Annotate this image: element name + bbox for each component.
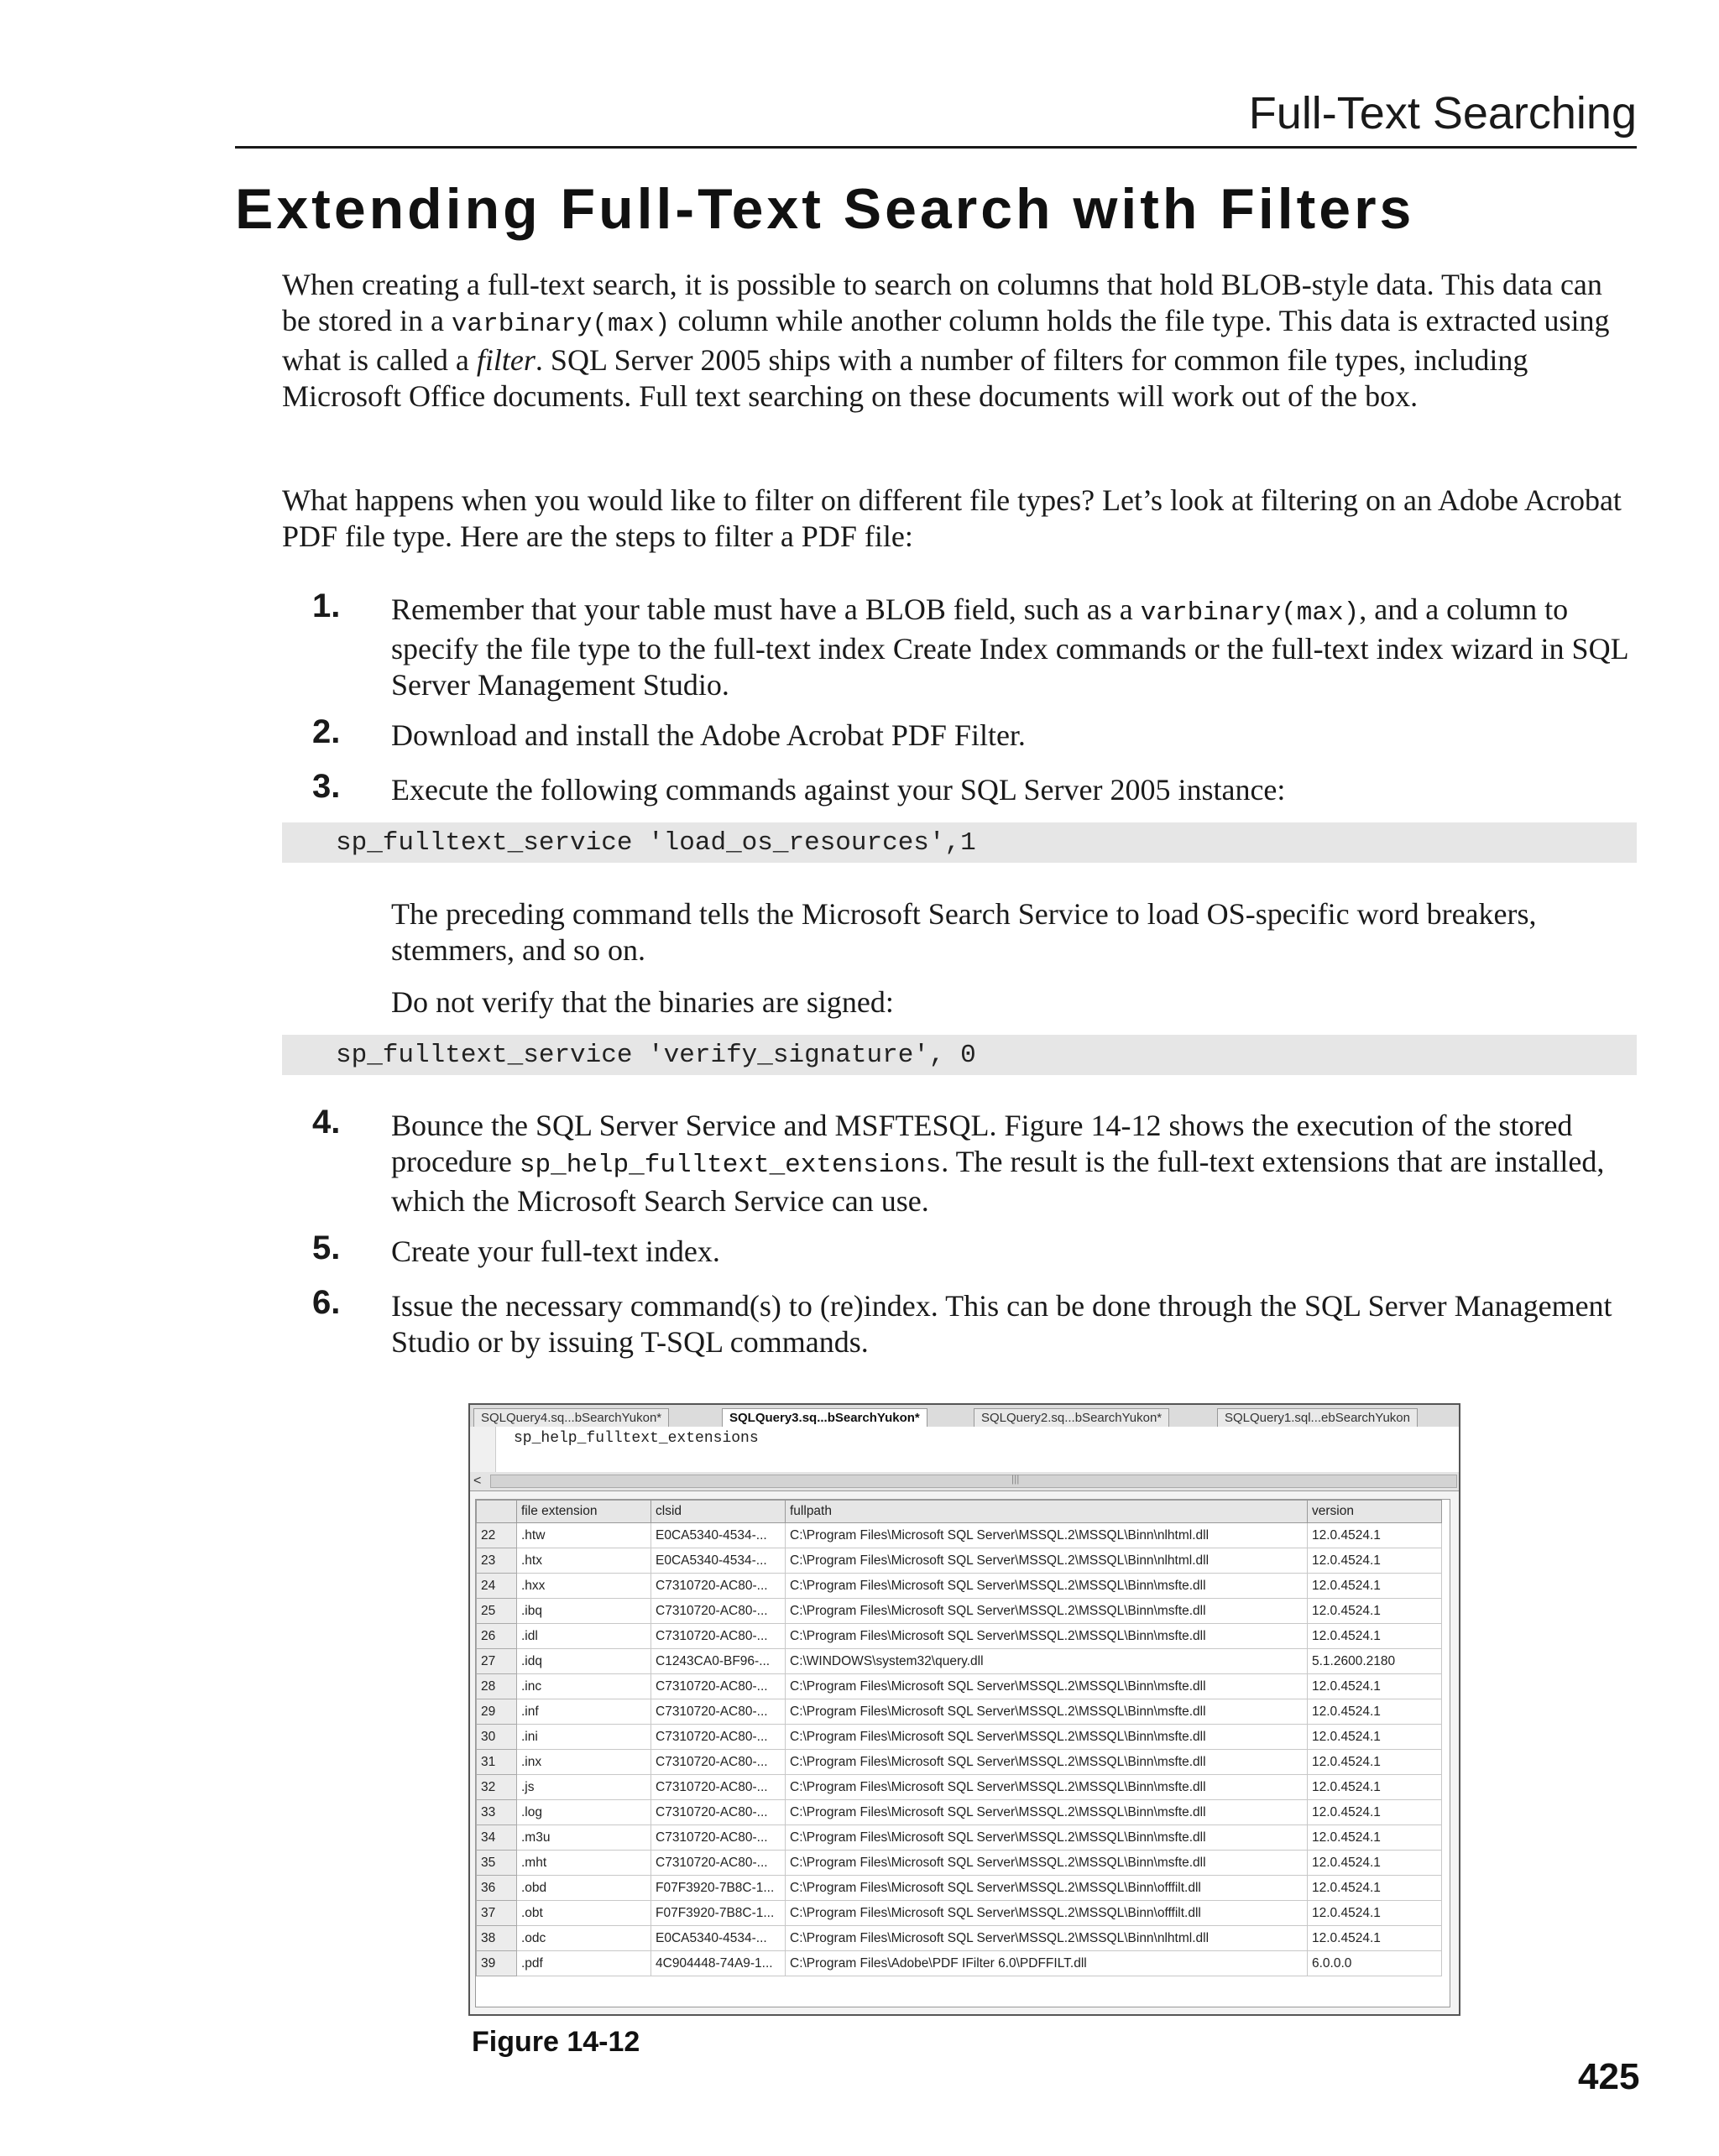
file-extension-cell[interactable]: .pdf [517, 1951, 651, 1976]
column-header-file-extension[interactable]: file extension [517, 1501, 651, 1523]
fullpath-cell[interactable]: C:\Program Files\Microsoft SQL Server\MSSQL.2\MSSQL\Binn\msfte.dll [786, 1574, 1308, 1599]
clsid-cell[interactable]: 4C904448-74A9-1... [651, 1951, 786, 1976]
file-extension-cell[interactable]: .htw [517, 1523, 651, 1548]
step-6 [282, 1284, 1637, 1360]
fullpath-cell[interactable]: C:\Program Files\Adobe\PDF IFilter 6.0\PDFFILT.dll [786, 1951, 1308, 1976]
step-text [391, 592, 1637, 703]
intro-paragraph-2: What happens when you would like to filter on different file types? Let’s look at filtering on an Adobe Acrobat PDF file type. Here are the steps to filter a PDF file: [282, 483, 1622, 553]
row-number[interactable]: 36 [477, 1876, 517, 1901]
clsid-cell[interactable]: C7310720-AC80-... [651, 1725, 786, 1750]
version-cell[interactable]: 12.0.4524.1 [1308, 1876, 1442, 1901]
column-header-fullpath[interactable]: fullpath [786, 1501, 1308, 1523]
version-cell[interactable]: 6.0.0.0 [1308, 1951, 1442, 1976]
version-cell[interactable]: 12.0.4524.1 [1308, 1750, 1442, 1775]
text-run: , and a column to specify the file type to the full-text index Create Index commands or the full-text index wizard in SQL Server Management Studio. [391, 593, 1628, 702]
file-extension-cell[interactable]: .hxx [517, 1574, 651, 1599]
version-cell[interactable]: 12.0.4524.1 [1308, 1523, 1442, 1548]
version-cell[interactable]: 12.0.4524.1 [1308, 1800, 1442, 1825]
fullpath-cell[interactable]: C:\Program Files\Microsoft SQL Server\MSSQL.2\MSSQL\Binn\msfte.dll [786, 1674, 1308, 1699]
table-row[interactable] [477, 1901, 1442, 1926]
version-cell[interactable]: 12.0.4524.1 [1308, 1574, 1442, 1599]
file-extension-cell[interactable]: .log [517, 1800, 651, 1825]
clsid-cell[interactable]: F07F3920-7B8C-1... [651, 1901, 786, 1926]
clsid-cell[interactable]: C7310720-AC80-... [651, 1599, 786, 1624]
row-number[interactable]: 28 [477, 1674, 517, 1699]
step-text [391, 1108, 1637, 1219]
table-row[interactable] [477, 1649, 1442, 1674]
scroll-left-icon[interactable]: < [473, 1474, 482, 1488]
fullpath-cell[interactable]: C:\Program Files\Microsoft SQL Server\MSSQL.2\MSSQL\Binn\nlhtml.dll [786, 1548, 1308, 1574]
figure-caption: Figure 14-12 [472, 2026, 640, 2058]
tab-sqlquery1[interactable]: SQLQuery1.sql...ebSearchYukon [1217, 1408, 1418, 1428]
file-extension-cell[interactable]: .obt [517, 1901, 651, 1926]
code-block-verify-signature [282, 1035, 1637, 1075]
tab-sqlquery4[interactable]: SQLQuery4.sq...bSearchYukon* [473, 1408, 669, 1428]
row-number[interactable]: 22 [477, 1523, 517, 1548]
step-5 [282, 1229, 1637, 1270]
step-number: 2. [312, 713, 341, 750]
query-editor[interactable] [470, 1427, 1459, 1473]
tab-sqlquery3[interactable]: SQLQuery3.sq...bSearchYukon* [722, 1408, 927, 1428]
step-text: Execute the following commands against your SQL Server 2005 instance: [391, 773, 1286, 807]
results-grid [475, 1499, 1450, 2007]
step-3 [282, 768, 1637, 808]
code-line: sp_fulltext_service 'load_os_resources',1 [336, 828, 976, 858]
table-row[interactable] [477, 1775, 1442, 1800]
grip-icon: ||| [1011, 1473, 1020, 1485]
clsid-cell[interactable]: E0CA5340-4534-... [651, 1548, 786, 1574]
file-extension-cell[interactable]: .inf [517, 1699, 651, 1725]
step-number: 4. [312, 1104, 341, 1141]
text-run: Remember that your table must have a BLOB field, such as a [391, 593, 1141, 626]
table-row[interactable] [477, 1725, 1442, 1750]
row-number[interactable]: 25 [477, 1599, 517, 1624]
table-row[interactable] [477, 1926, 1442, 1951]
query-text: sp_help_fulltext_extensions [514, 1430, 759, 1447]
clsid-cell[interactable]: C7310720-AC80-... [651, 1674, 786, 1699]
file-extension-cell[interactable]: .mht [517, 1851, 651, 1876]
fullpath-cell[interactable]: C:\Program Files\Microsoft SQL Server\MSSQL.2\MSSQL\Binn\msfte.dll [786, 1699, 1308, 1725]
file-extension-cell[interactable]: .idq [517, 1649, 651, 1674]
fullpath-cell[interactable]: C:\Program Files\Microsoft SQL Server\MSSQL.2\MSSQL\Binn\nlhtml.dll [786, 1926, 1308, 1951]
column-header-version[interactable]: version [1308, 1501, 1442, 1523]
step-4 [282, 1104, 1637, 1219]
table-row[interactable] [477, 1825, 1442, 1851]
row-number[interactable]: 34 [477, 1825, 517, 1851]
version-cell[interactable]: 12.0.4524.1 [1308, 1851, 1442, 1876]
table-row[interactable] [477, 1800, 1442, 1825]
step-text: Download and install the Adobe Acrobat PDF Filter. [391, 718, 1026, 752]
text-run: Bounce the SQL Server Service and MSFTESQL. Figure 14-12 shows the execution of the stored procedure [391, 1109, 1573, 1178]
step-text: Issue the necessary command(s) to (re)index. This can be done through the SQL Server Management Studio or by issuing T-SQL commands. [391, 1289, 1612, 1359]
inline-code: varbinary(max) [451, 310, 671, 339]
file-extension-cell[interactable]: .m3u [517, 1825, 651, 1851]
code-block-load-os-resources [282, 822, 1637, 863]
inline-code: varbinary(max) [1140, 598, 1360, 628]
row-number[interactable]: 24 [477, 1574, 517, 1599]
step-number: 5. [312, 1229, 341, 1266]
table-row[interactable] [477, 1750, 1442, 1775]
version-cell[interactable]: 12.0.4524.1 [1308, 1674, 1442, 1699]
step-number: 1. [312, 587, 341, 624]
step-3-note: The preceding command tells the Microsoft Search Service to load OS-specific word breakers, stemmers, and so on. [391, 897, 1537, 967]
code-line: sp_fulltext_service 'verify_signature', 0 [336, 1041, 976, 1070]
results-table [476, 1500, 1442, 1976]
row-number[interactable]: 26 [477, 1624, 517, 1649]
row-number[interactable]: 39 [477, 1951, 517, 1976]
row-number[interactable]: 31 [477, 1750, 517, 1775]
scrollbar-thumb[interactable] [490, 1475, 1457, 1488]
clsid-cell[interactable]: C7310720-AC80-... [651, 1750, 786, 1775]
file-extension-cell[interactable]: .idl [517, 1624, 651, 1649]
step-number: 6. [312, 1284, 341, 1321]
column-header-clsid[interactable]: clsid [651, 1501, 786, 1523]
table-row[interactable] [477, 1851, 1442, 1876]
row-number[interactable]: 23 [477, 1548, 517, 1574]
version-cell[interactable]: 12.0.4524.1 [1308, 1599, 1442, 1624]
row-number[interactable]: 33 [477, 1800, 517, 1825]
fullpath-cell[interactable]: C:\Program Files\Microsoft SQL Server\MSSQL.2\MSSQL\Binn\msfte.dll [786, 1725, 1308, 1750]
inline-code: sp_help_fulltext_extensions [519, 1151, 942, 1180]
version-cell[interactable]: 12.0.4524.1 [1308, 1725, 1442, 1750]
column-header-rownum [477, 1501, 517, 1523]
version-cell[interactable]: 12.0.4524.1 [1308, 1901, 1442, 1926]
fullpath-cell[interactable]: C:\Program Files\Microsoft SQL Server\MSSQL.2\MSSQL\Binn\msfte.dll [786, 1800, 1308, 1825]
clsid-cell[interactable]: E0CA5340-4534-... [651, 1523, 786, 1548]
query-tab-strip [470, 1405, 1459, 1428]
clsid-cell[interactable]: C7310720-AC80-... [651, 1825, 786, 1851]
table-row[interactable] [477, 1674, 1442, 1699]
text-run: When creating a full-text search, it is possible to search on columns that hold BLOB-style data. This data can be stored in a [282, 268, 1602, 337]
section-title: Extending Full-Text Search with Filters [235, 177, 1415, 241]
row-number[interactable]: 32 [477, 1775, 517, 1800]
page-number: 425 [1578, 2056, 1640, 2097]
fullpath-cell[interactable]: C:\Program Files\Microsoft SQL Server\MSSQL.2\MSSQL\Binn\offfilt.dll [786, 1901, 1308, 1926]
file-extension-cell[interactable]: .odc [517, 1926, 651, 1951]
table-row[interactable] [477, 1699, 1442, 1725]
step-1 [282, 587, 1637, 703]
row-number[interactable]: 30 [477, 1725, 517, 1750]
file-extension-cell[interactable]: .inc [517, 1674, 651, 1699]
fullpath-cell[interactable]: C:\Program Files\Microsoft SQL Server\MSSQL.2\MSSQL\Binn\msfte.dll [786, 1599, 1308, 1624]
version-cell[interactable]: 12.0.4524.1 [1308, 1699, 1442, 1725]
version-cell[interactable]: 12.0.4524.1 [1308, 1825, 1442, 1851]
table-row[interactable] [477, 1951, 1442, 1976]
fullpath-cell[interactable]: C:\Program Files\Microsoft SQL Server\MSSQL.2\MSSQL\Binn\nlhtml.dll [786, 1523, 1308, 1548]
header-row [477, 1501, 1442, 1523]
version-cell[interactable]: 12.0.4524.1 [1308, 1926, 1442, 1951]
fullpath-cell[interactable]: C:\Program Files\Microsoft SQL Server\MSSQL.2\MSSQL\Binn\offfilt.dll [786, 1876, 1308, 1901]
clsid-cell[interactable]: C7310720-AC80-... [651, 1574, 786, 1599]
row-number[interactable]: 29 [477, 1699, 517, 1725]
file-extension-cell[interactable]: .htx [517, 1548, 651, 1574]
table-row[interactable] [477, 1624, 1442, 1649]
editor-gutter [470, 1427, 496, 1472]
text-run: . The result is the full-text extensions that are installed, which the Microsoft Search Service can use. [391, 1145, 1605, 1218]
fullpath-cell[interactable]: C:\Program Files\Microsoft SQL Server\MSSQL.2\MSSQL\Binn\msfte.dll [786, 1775, 1308, 1800]
table-row[interactable] [477, 1599, 1442, 1624]
text-run: column while another column holds the file type. This data is extracted using what is called a [282, 304, 1610, 377]
fullpath-cell[interactable]: C:\Program Files\Microsoft SQL Server\MSSQL.2\MSSQL\Binn\msfte.dll [786, 1825, 1308, 1851]
table-row[interactable] [477, 1574, 1442, 1599]
tab-sqlquery2[interactable]: SQLQuery2.sq...bSearchYukon* [974, 1408, 1169, 1428]
fullpath-cell[interactable]: C:\Program Files\Microsoft SQL Server\MSSQL.2\MSSQL\Binn\msfte.dll [786, 1851, 1308, 1876]
fullpath-cell[interactable]: C:\Program Files\Microsoft SQL Server\MSSQL.2\MSSQL\Binn\msfte.dll [786, 1750, 1308, 1775]
version-cell[interactable]: 5.1.2600.2180 [1308, 1649, 1442, 1674]
version-cell[interactable]: 12.0.4524.1 [1308, 1775, 1442, 1800]
table-row[interactable] [477, 1523, 1442, 1548]
row-number[interactable]: 27 [477, 1649, 517, 1674]
clsid-cell[interactable]: F07F3920-7B8C-1... [651, 1876, 786, 1901]
clsid-cell[interactable]: C7310720-AC80-... [651, 1800, 786, 1825]
clsid-cell[interactable]: C7310720-AC80-... [651, 1624, 786, 1649]
row-number[interactable]: 35 [477, 1851, 517, 1876]
clsid-cell[interactable]: E0CA5340-4534-... [651, 1926, 786, 1951]
step-3-note-2: Do not verify that the binaries are signed: [391, 985, 894, 1019]
running-head [235, 84, 1637, 149]
file-extension-cell[interactable]: .obd [517, 1876, 651, 1901]
version-cell[interactable]: 12.0.4524.1 [1308, 1548, 1442, 1574]
clsid-cell[interactable]: C7310720-AC80-... [651, 1699, 786, 1725]
horizontal-scrollbar[interactable] [470, 1472, 1459, 1491]
running-title: Full-Text Searching [1248, 88, 1637, 138]
file-extension-cell[interactable]: .inx [517, 1750, 651, 1775]
step-2 [282, 713, 1637, 754]
clsid-cell[interactable]: C7310720-AC80-... [651, 1775, 786, 1800]
file-extension-cell[interactable]: .ibq [517, 1599, 651, 1624]
table-row[interactable] [477, 1876, 1442, 1901]
fullpath-cell[interactable]: C:\Program Files\Microsoft SQL Server\MSSQL.2\MSSQL\Binn\msfte.dll [786, 1624, 1308, 1649]
intro-paragraph-1 [282, 267, 1637, 415]
text-run: . SQL Server 2005 ships with a number of filters for common file types, including Microsoft Office documents. Full text searching on these documents will work out of the box. [282, 343, 1528, 413]
italic-term: filter [476, 343, 536, 377]
file-extension-cell[interactable]: .js [517, 1775, 651, 1800]
version-cell[interactable]: 12.0.4524.1 [1308, 1624, 1442, 1649]
table-row[interactable] [477, 1548, 1442, 1574]
clsid-cell[interactable]: C1243CA0-BF96-... [651, 1649, 786, 1674]
fullpath-cell[interactable]: C:\WINDOWS\system32\query.dll [786, 1649, 1308, 1674]
step-number: 3. [312, 768, 341, 805]
row-number[interactable]: 37 [477, 1901, 517, 1926]
figure-ssms-screenshot [468, 1403, 1460, 2016]
clsid-cell[interactable]: C7310720-AC80-... [651, 1851, 786, 1876]
row-number[interactable]: 38 [477, 1926, 517, 1951]
file-extension-cell[interactable]: .ini [517, 1725, 651, 1750]
step-text: Create your full-text index. [391, 1235, 720, 1268]
